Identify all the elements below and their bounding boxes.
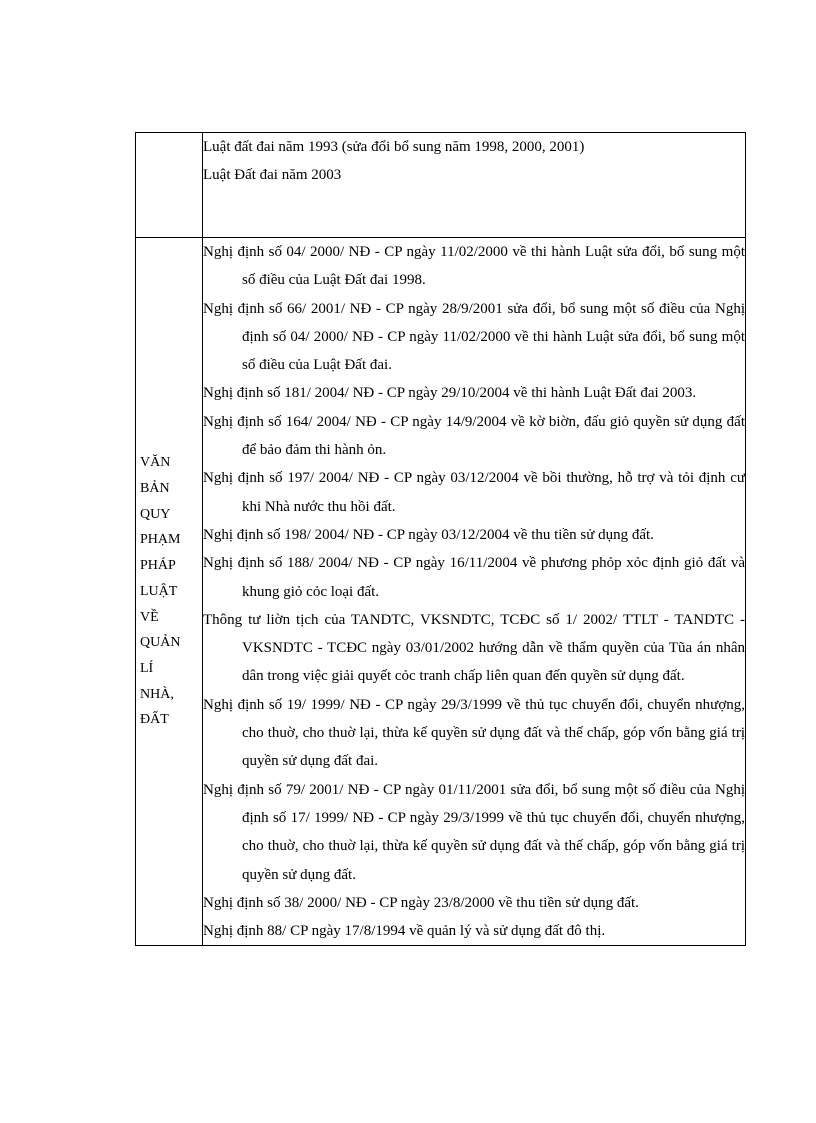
legal-documents-table [135, 132, 746, 946]
document-entry: Nghị định số 181/ 2004/ NĐ - CP ngày 29/10/2004 về thi hành Luật Đất đai 2003. [203, 385, 697, 402]
category-line: VỀ [140, 609, 159, 625]
category-cell [136, 238, 203, 946]
document-entry: Nghị định số 197/ 2004/ NĐ - CP ngày 03/12/2004 về bồi thường, hỗ trợ và tỏi định cư khi Nhà nước thu hồi đất. [203, 470, 745, 515]
document-entry: Nghị định số 188/ 2004/ NĐ - CP ngày 16/11/2004 về phương phỏp xỏc định giỏ đất và khung giỏ cỏc loại đất. [203, 555, 745, 600]
document-entry: Nghị định số 164/ 2004/ NĐ - CP ngày 14/9/2004 về kờ biờn, đấu giỏ quyền sử dụng đất để bảo đảm thi hành ỏn. [203, 413, 745, 459]
document-entry: Nghị định số 38/ 2000/ NĐ - CP ngày 23/8/2000 về thu tiền sử dụng đất. [203, 894, 639, 911]
law-line: Luật Đất đai năm 2003 [203, 167, 342, 183]
category-line: LÍ [140, 660, 154, 676]
document-entry: Thông tư liờn tịch của TANDTC, VKSNDTC, TCĐC số 1/ 2002/ TTLT - TANDTC - VKSNDTC - TCĐC ngày 03/01/2002 hướng dẫn về thẩm quyền của Tũa án nhân dân trong việc giải quyết cỏc tranh chấp liên quan đến quyền sử dụng đất. [203, 611, 745, 685]
document-entry: Nghị định số 19/ 1999/ NĐ - CP ngày 29/3/1999 về thủ tục chuyển đổi, chuyển nhượng, cho thuờ, cho thuờ lại, thừa kế quyền sử dụng đất và thế chấp, góp vốn bằng giá trị quyền sử dụng đất đai. [203, 696, 745, 770]
category-line: QUẢN [140, 635, 181, 651]
table-row [136, 238, 746, 946]
document-entry: Nghị định số 198/ 2004/ NĐ - CP ngày 03/12/2004 về thu tiền sử dụng đất. [203, 526, 654, 543]
table-row [136, 133, 746, 238]
document-entry: Nghị định 88/ CP ngày 17/8/1994 về quản lý và sử dụng đất đô thị. [203, 923, 606, 940]
documents-cell [203, 238, 746, 946]
category-line: VĂN [140, 455, 171, 471]
category-line: NHÀ, [140, 686, 174, 702]
law-line: Luật đất đai năm 1993 (sửa đổi bổ sung năm 1998, 2000, 2001) [203, 139, 585, 155]
category-line: QUY [140, 506, 171, 522]
category-line: LUẬT [140, 583, 178, 599]
document-entry: Nghị định số 79/ 2001/ NĐ - CP ngày 01/11/2001 sửa đổi, bổ sung một số điều của Nghị định số 17/ 1999/ NĐ - CP ngày 29/3/1999 về thủ tục chuyển đổi, chuyển nhượng, cho thuờ, cho thuờ lại, thừa kế quyền sử dụng đất và thế chấp, góp vốn bằng giá trị quyền sử dụng đất. [203, 781, 745, 883]
category-line: PHẠM [140, 532, 181, 548]
empty-category-cell [136, 133, 203, 238]
document-entry: Nghị định số 04/ 2000/ NĐ - CP ngày 11/02/2000 về thi hành Luật sửa đổi, bổ sung một số điều của Luật Đất đai 1998. [203, 244, 745, 289]
category-line: BẢN [140, 481, 170, 497]
category-line: ĐẤT [140, 712, 169, 728]
category-line: PHÁP [140, 558, 176, 574]
document-entry: Nghị định số 66/ 2001/ NĐ - CP ngày 28/9/2001 sửa đổi, bổ sung một số điều của Nghị định số 04/ 2000/ NĐ - CP ngày 11/02/2000 về thi hành Luật sửa đổi, bổ sung một số điều của Luật Đất đai. [203, 300, 745, 374]
laws-cell [203, 133, 746, 238]
